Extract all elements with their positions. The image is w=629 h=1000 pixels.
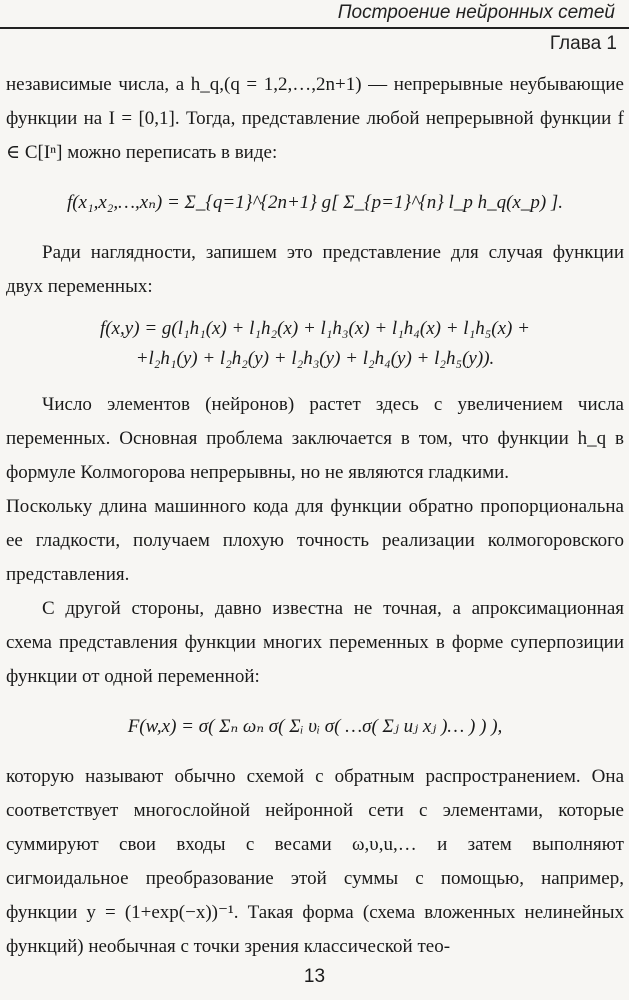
paragraph: Число элементов (нейронов) растет здесь с увеличением числа переменных. Основная проблема заключается в том, что функции h_q в формуле Колмогорова непрерывны, но не являются гладкими. [6, 394, 624, 483]
chapter-label: Глава 1 [549, 33, 617, 54]
page-number: 13 [303, 966, 326, 987]
paragraph: которую называют обычно схемой с обратным распространением. Она соответствует многослойной нейронной сети с элементами, которые суммируют свои входы с весами ω,υ,u,… и затем выполняют сигмоидальное преобразование этой суммы с помощью, например, функции y = (1+exp(−x))⁻¹. Такая форма (схема вложенных нелинейных функций) необычная с точки зрения классической тео- [6, 766, 624, 957]
formula-backprop: F(w,x) = σ( Σₙ ωₙ σ( Σᵢ υᵢ σ( …σ( Σⱼ uⱼ xⱼ )… ) ) ), [127, 716, 503, 737]
paragraph: С другой стороны, давно известна не точная, а апроксимационная схема представления функции многих переменных в форме суперпозиции функции от одной переменной: [6, 598, 624, 687]
paragraph: независимые числа, а h_q,(q = 1,2,…,2n+1) — непрерывные неубывающие функции на I = [0,1]. Тогда, представление любой непрерывной функции f ∈ C[Iⁿ] можно переписать в виде: [6, 74, 624, 163]
formula-line: f(x,y) = g(l₁h₁(x) + l₁h₂(x) + l₁h₃(x) + l₁h₄(x) + l₁h₅(x) + [100, 318, 530, 339]
running-head: Построение нейронных сетей [337, 2, 615, 23]
formula-line: +l₂h₁(y) + l₂h₂(y) + l₂h₃(y) + l₂h₄(y) + l₂h₅(y)). [135, 348, 495, 369]
formula-two-variables [6, 314, 624, 374]
paragraph: Поскольку длина машинного кода для функции обратно пропорциональна ее гладкости, получаем плохую точность реализации колмогоровского представления. [6, 496, 624, 585]
formula-kolmogorov: f(x₁,x₂,…,xₙ) = Σ_{q=1}^{2n+1} g[ Σ_{p=1}^{n} l_p h_q(x_p) ]. [66, 192, 564, 213]
page-body [6, 68, 624, 964]
header-rule [0, 27, 629, 29]
paragraph: Ради наглядности, запишем это представление для случая функции двух переменных: [6, 242, 624, 297]
